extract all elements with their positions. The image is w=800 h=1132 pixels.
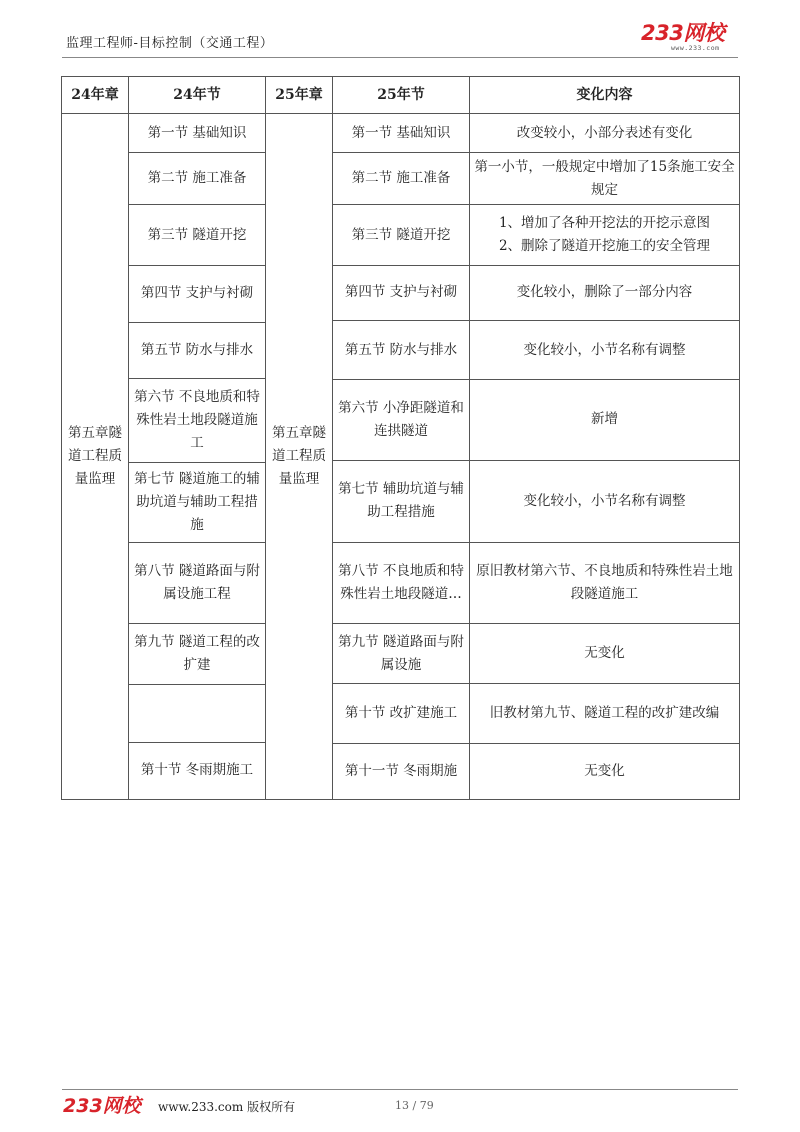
change-cell: 新增 [470, 380, 740, 460]
section-24-cell-empty [129, 685, 266, 742]
section-25-cell: 第一节 基础知识 [333, 114, 470, 153]
page-number: 13 / 79 [395, 1099, 434, 1112]
change-cell: 旧教材第九节、隧道工程的改扩建改编 [470, 684, 740, 743]
section-24-cell: 第六节 不良地质和特殊性岩土地段隧道施工 [129, 379, 266, 462]
footer-copyright: www.233.com 版权所有 [158, 1100, 296, 1114]
header-change: 变化内容 [470, 77, 740, 114]
chapter-25-cell: 第五章隧道工程质量监理 [266, 114, 333, 800]
section-24-cell: 第二节 施工准备 [129, 153, 266, 205]
section-24-cell: 第一节 基础知识 [129, 114, 266, 153]
section-24-cell: 第八节 隧道路面与附属设施工程 [129, 542, 266, 623]
change-cell: 变化较小，删除了一部分内容 [470, 265, 740, 320]
section-25-cell: 第六节 小净距隧道和连拱隧道 [333, 380, 470, 460]
change-cell: 变化较小，小节名称有调整 [470, 460, 740, 542]
logo-url: www.233.com [671, 44, 720, 52]
logo-wordmark: 233网校 [641, 21, 725, 45]
footer-logo: 233网校 [63, 1095, 141, 1117]
header-section-24: 24年节 [129, 77, 266, 114]
table-row [62, 114, 740, 147]
section-24-cell: 第九节 隧道工程的改扩建 [129, 624, 266, 685]
table-row [62, 153, 740, 205]
comparison-table [61, 76, 740, 800]
chapter-24-cell: 第五章隧道工程质量监理 [62, 114, 129, 800]
table-header-row [62, 77, 740, 114]
header-chapter-24: 24年章 [62, 77, 129, 114]
header-chapter-25: 25年章 [266, 77, 333, 114]
section-25-cell: 第四节 支护与衬砌 [333, 265, 470, 320]
change-cell: 第一小节，一般规定中增加了15条施工安全规定 [470, 153, 740, 205]
change-cell: 1、增加了各种开挖法的开挖示意图 2、删除了隧道开挖施工的安全管理 [470, 205, 740, 265]
table-row [62, 205, 740, 265]
change-cell: 无变化 [470, 743, 740, 799]
change-cell: 无变化 [470, 624, 740, 684]
section-24-cell: 第四节 支护与衬砌 [129, 265, 266, 322]
document-header-title: 监理工程师-目标控制（交通工程） [66, 36, 274, 51]
section-25-cell: 第十一节 冬雨期施 [333, 743, 470, 799]
brand-logo [641, 21, 733, 54]
section-25-cell: 第三节 隧道开挖 [333, 205, 470, 265]
footer-divider [62, 1089, 738, 1090]
section-25-cell: 第八节 不良地质和特殊性岩土地段隧道… [333, 542, 470, 623]
section-24-cell: 第七节 隧道施工的辅助坑道与辅助工程措施 [129, 462, 266, 542]
header-divider [62, 57, 738, 58]
section-24-cell: 第五节 防水与排水 [129, 322, 266, 378]
change-cell: 原旧教材第六节、不良地质和特殊性岩土地段隧道施工 [470, 542, 740, 623]
section-24-cell: 第十节 冬雨期施工 [129, 742, 266, 799]
change-cell: 改变较小，小部分表述有变化 [470, 114, 740, 153]
section-25-cell: 第九节 隧道路面与附属设施 [333, 624, 470, 684]
section-25-cell: 第十节 改扩建施工 [333, 684, 470, 743]
table-row [62, 265, 740, 320]
header-section-25: 25年节 [333, 77, 470, 114]
section-25-cell: 第二节 施工准备 [333, 153, 470, 205]
section-24-cell: 第三节 隧道开挖 [129, 205, 266, 265]
change-cell: 变化较小，小节名称有调整 [470, 320, 740, 379]
section-25-cell: 第五节 防水与排水 [333, 320, 470, 379]
section-25-cell: 第七节 辅助坑道与辅助工程措施 [333, 460, 470, 542]
